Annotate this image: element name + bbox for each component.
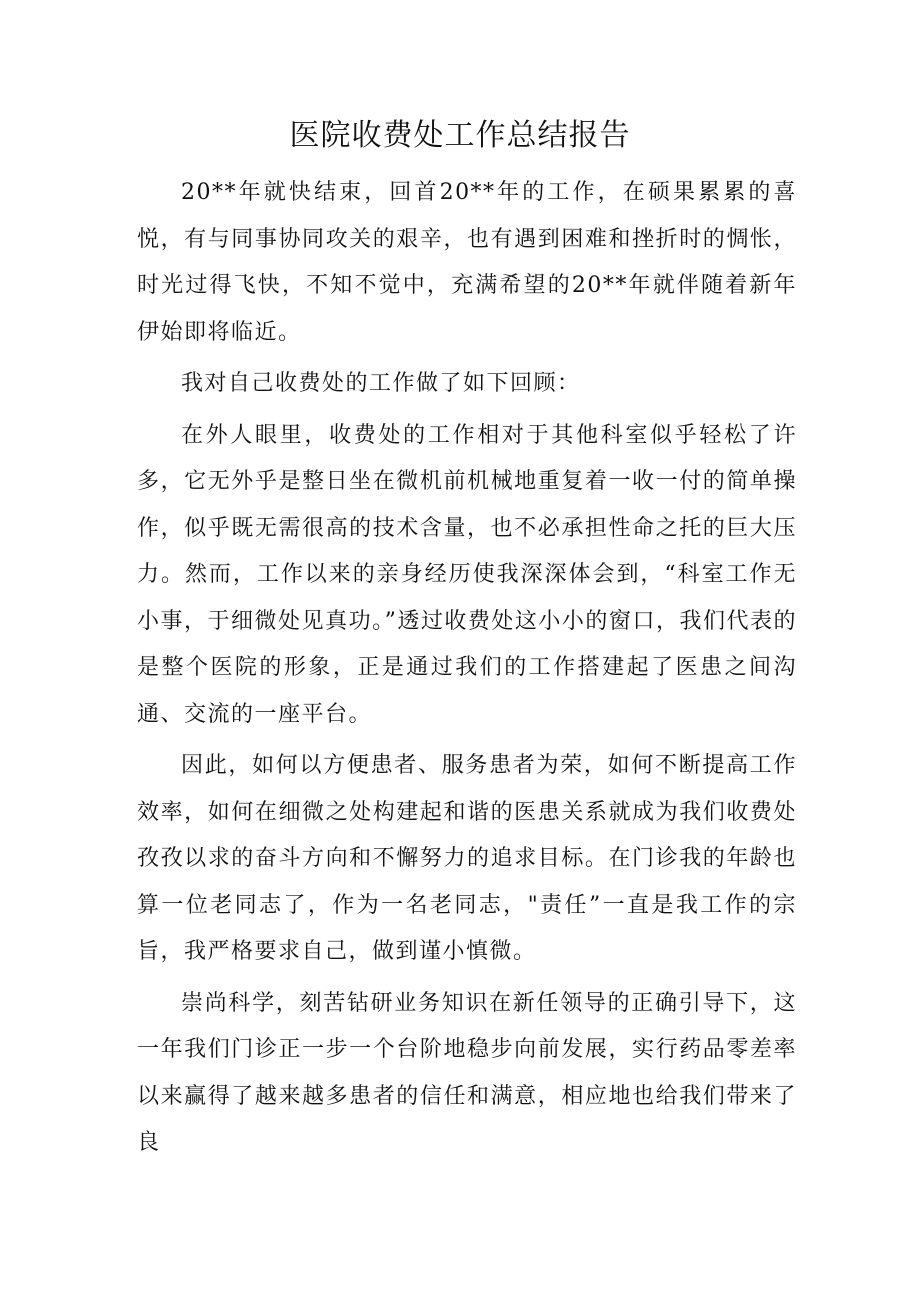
document-title: 医院收费处工作总结报告 <box>289 118 631 153</box>
document-body <box>137 170 797 1167</box>
paragraph-science: 崇尚科学，刻苦钻研业务知识在新任领导的正确引导下，这一年我们门诊正一步一个台阶地稳步向前发展，实行药品零差率以来赢得了越来越多患者的信任和满意，相应地也给我们带来了良 <box>137 990 797 1155</box>
paragraph-review-lead: 我对自己收费处的工作做了如下回顾： <box>181 371 581 396</box>
paragraph-outside-view: 在外人眼里，收费处的工作相对于其他科室似乎轻松了许多，它无外乎是整日坐在微机前机械地重复着一收一付的简单操作，似乎既无需很高的技术含量，也不必承担性命之托的巨大压力。然而，工作以来的亲身经历使我深深体会到，“科室工作无小事，于细微处见真功。”透过收费处这小小的窗口，我们代表的是整个医院的形象，正是通过我们的工作搭建起了医患之间沟通、交流的一座平台。 <box>137 422 797 727</box>
paragraph-therefore: 因此，如何以方便患者、服务患者为荣，如何不断提高工作效率，如何在细微之处构建起和谐的医患关系就成为我们收费处孜孜以求的奋斗方向和不懈努力的追求目标。在门诊我的年龄也算一位老同志了，作为一名老同志，"责任”一直是我工作的宗旨，我严格要求自己，做到谨小慎微。 <box>137 753 797 964</box>
paragraph-intro: 20**年就快结束，回首20**年的工作，在硕果累累的喜悦，有与同事协同攻关的艰辛，也有遇到困难和挫折时的惆怅，时光过得飞快，不知不觉中，充满希望的20**年就伴随着新年伊始即将临近。 <box>137 180 797 345</box>
